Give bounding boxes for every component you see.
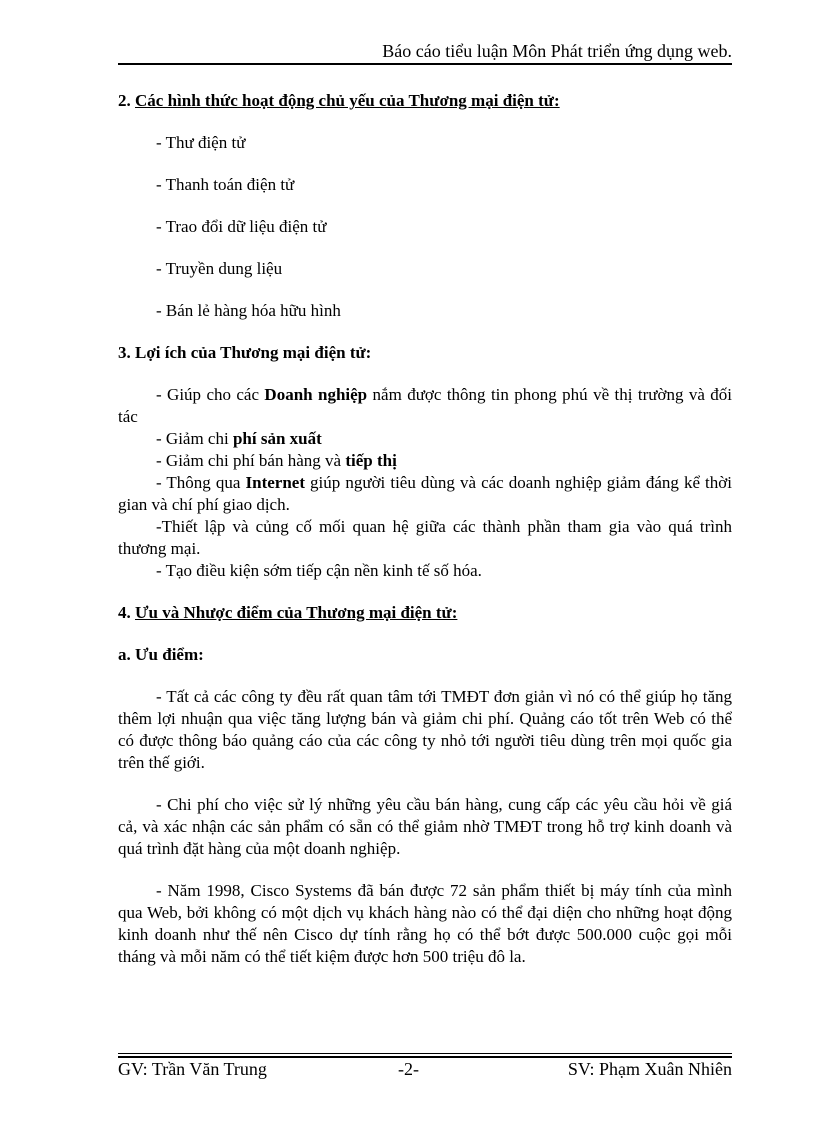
subsection-a-heading: a. Ưu điểm: bbox=[118, 645, 204, 664]
benefit-item: - Thông qua Internet giúp người tiêu dùng và các doanh nghiệp giảm đáng kể thời gian và chí phí giao dịch. bbox=[118, 473, 732, 514]
section-4-title: Ưu và Nhược điểm của Thương mại điện tử: bbox=[135, 603, 458, 622]
section-2-title: Các hình thức hoạt động chủ yếu của Thương mại điện tử: bbox=[135, 91, 560, 110]
list-item: - Trao đổi dữ liệu điện tử bbox=[156, 217, 327, 236]
paragraph: - Năm 1998, Cisco Systems đã bán được 72 sản phẩm thiết bị máy tính của mình qua Web, bởi không có một dịch vụ khách hàng nào có thể đại diện cho những hoạt động kinh doanh như thế nên Cisco dự tính rằng họ có thể bớt được 500.000 cuộc gọi mỗi tháng và mỗi năm có thể tiết kiệm được hơn 500 triệu đô la. bbox=[118, 881, 732, 966]
section-3-heading: 3. Lợi ích của Thương mại điện tử: bbox=[118, 343, 372, 362]
list-item: - Bán lẻ hàng hóa hữu hình bbox=[156, 301, 341, 320]
page-number: -2- bbox=[398, 1059, 419, 1079]
benefit-item: - Giúp cho các Doanh nghiệp nắm được thông tin phong phú về thị trường và đối tác bbox=[118, 385, 732, 426]
section-2-number: 2. bbox=[118, 91, 131, 110]
benefit-item: - Tạo điều kiện sớm tiếp cận nền kinh tế số hóa. bbox=[156, 561, 482, 580]
benefit-item: - Giảm chi phí bán hàng và tiếp thị bbox=[156, 451, 397, 470]
page-footer bbox=[118, 1058, 732, 1082]
paragraph: - Chi phí cho việc sử lý những yêu cầu bán hàng, cung cấp các yêu cầu hỏi về giá cả, và xác nhận các sản phẩm có sẵn có thể giảm nhờ TMĐT trong hỗ trợ kinh doanh và quá trình đặt hàng của một doanh nghiệp. bbox=[118, 795, 732, 858]
section-4-number: 4. bbox=[118, 603, 131, 622]
page-header: Báo cáo tiểu luận Môn Phát triển ứng dụng web. bbox=[382, 41, 732, 61]
section-2-heading bbox=[118, 90, 732, 112]
section-4-heading bbox=[118, 602, 732, 624]
footer-student: SV: Phạm Xuân Nhiên bbox=[567, 1059, 732, 1079]
list-item: - Truyền dung liệu bbox=[156, 259, 283, 278]
footer-rule bbox=[118, 1053, 732, 1054]
page-content bbox=[118, 90, 732, 968]
list-item: - Thư điện tử bbox=[156, 133, 246, 152]
header-rule bbox=[118, 63, 732, 65]
benefit-item: - Giảm chi phí sản xuất bbox=[156, 429, 322, 448]
paragraph: - Tất cả các công ty đều rất quan tâm tới TMĐT đơn giản vì nó có thể giúp họ tăng thêm lợi nhuận qua việc tăng lượng bán và giảm chi phí. Quảng cáo tốt trên Web có thể có được thông báo quảng cáo của các công ty nhỏ tới người tiêu dùng trên mọi quốc gia trên thế giới. bbox=[118, 687, 732, 772]
list-item: - Thanh toán điện tử bbox=[156, 175, 295, 194]
benefit-item: -Thiết lập và củng cố mối quan hệ giữa các thành phần tham gia vào quá trình thương mại. bbox=[118, 517, 732, 558]
footer-teacher: GV: Trần Văn Trung bbox=[118, 1059, 267, 1079]
